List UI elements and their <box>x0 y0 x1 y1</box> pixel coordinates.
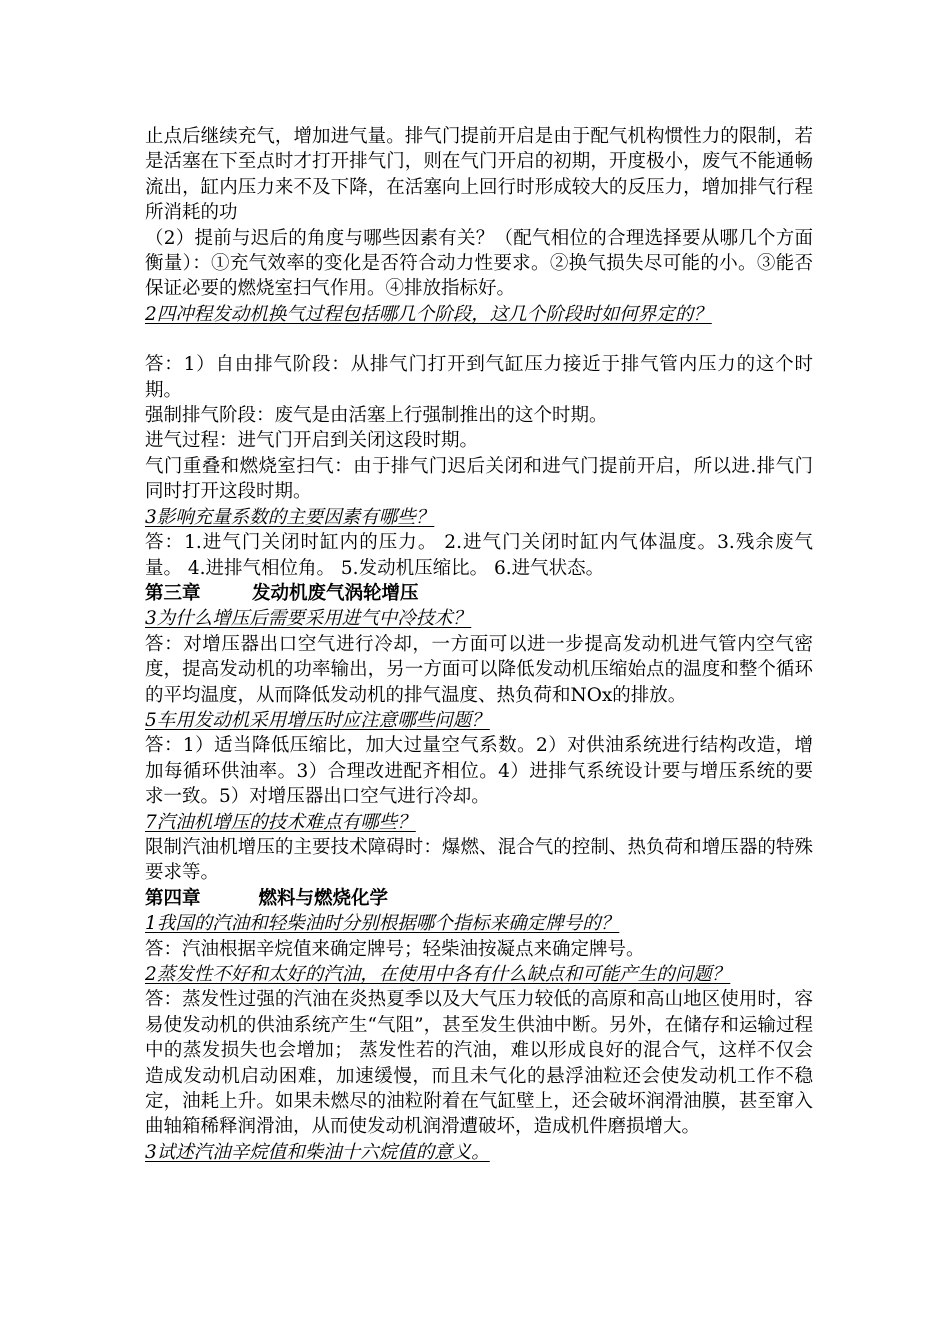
answer-forced-exhaust: 强制排气阶段：废气是由活塞上行强制推出的这个时期。 <box>145 405 608 427</box>
question-turbo-issues: 5车用发动机采用增压时应注意哪些问题？ <box>145 709 490 731</box>
paragraph-valve-angle-factors: （2）提前与迟后的角度与哪些因素有关？（配气相位的合理选择要从哪几个方面衡量）：①充气效率的变化是否符合动力性要求。②换气损失尽可能的小。③能否保证必要的燃烧室扫气作用。④排放指标好。 <box>145 227 813 300</box>
answer-intercooling: 答：对增压器出口空气进行冷却，一方面可以进一步提高发动机进气管内空气密度，提高发动机的功率输出，另一方面可以降低发动机压缩始点的温度和整个循环的平均温度，从而降低发动机的排气温度、热负荷和NOx的排放。 <box>145 633 813 706</box>
answer-volatility: 答：蒸发性过强的汽油在炎热夏季以及大气压力较低的高原和高山地区使用时，容易使发动机的供油系统产生“气阻”，甚至发生供油中断。另外，在储存和运输过程中的蒸发损失也会增加； 蒸发性若的汽油，难以形成良好的混合气，这样不仅会造成发动机启动困难，加速缓慢，而且未气化的悬浮油粒还会使发动机工作不稳定，油耗上升。如果未燃尽的油粒附着在气缸壁上，还会破坏润滑油膜，甚至窜入曲轴箱稀释润滑油，从而使发动机润滑遭破坏，造成机件磨损增大。 <box>145 989 813 1138</box>
question-intercooling: 3为什么增压后需要采用进气中冷技术？ <box>145 608 472 630</box>
blank-line <box>145 327 813 352</box>
answer-charge-coefficient: 答：1.进气门关闭时缸内的压力。 2.进气门关闭时缸内气体温度。3.残余废气量。 4.进排气相位角。 5.发动机压缩比。 6.进气状态。 <box>145 532 813 579</box>
answer-turbo-issues: 答：1）适当降低压缩比，加大过量空气系数。2）对供油系统进行结构改造，增加每循环供油率。3）合理改进配齐相位。4）进排气系统设计要与增压系统的要求一致。5）对增压器出口空气进行冷却。 <box>145 735 813 808</box>
question-gas-exchange-stages: 2四冲程发动机换气过程包括哪几个阶段，这几个阶段时如何界定的？ <box>145 303 712 325</box>
answer-free-exhaust: 答：1）自由排气阶段：从排气门打开到气缸压力接近于排气管内压力的这个时期。 <box>145 354 813 401</box>
document-page <box>145 124 813 1165</box>
question-charge-coefficient: 3影响充量系数的主要因素有哪些？ <box>145 506 435 528</box>
question-octane-cetane: 3试述汽油辛烷值和柴油十六烷值的意义。 <box>145 1141 490 1163</box>
answer-gasoline-turbo-difficulties: 限制汽油机增压的主要技术障碍时：爆燃、混合气的控制、热负荷和增压器的特殊要求等。 <box>145 836 813 884</box>
question-gasoline-turbo-difficulties: 7汽油机增压的技术难点有哪些？ <box>145 811 416 833</box>
answer-intake-process: 进气过程：进气门开启到关闭这段时期。 <box>145 430 479 452</box>
answer-fuel-grades: 答：汽油根据辛烷值来确定牌号；轻柴油按凝点来确定牌号。 <box>145 938 645 960</box>
question-fuel-grades: 1我国的汽油和轻柴油时分别根据哪个指标来确定牌号的？ <box>145 913 620 935</box>
paragraph-intake-timing: 止点后继续充气，增加进气量。排气门提前开启是由于配气机构惯性力的限制，若是活塞在下至点时才打开排气门，则在气门开启的初期，开度极小，废气不能通畅流出，缸内压力来不及下降，在活塞向上回行时形成较大的反压力，增加排气行程所消耗的功 <box>145 126 813 224</box>
question-volatility: 2蒸发性不好和太好的汽油，在使用中各有什么缺点和可能产生的问题？ <box>145 964 731 985</box>
chapter-4-heading: 第四章 燃料与燃烧化学 <box>145 887 388 909</box>
answer-valve-overlap: 气门重叠和燃烧室扫气：由于排气门迟后关闭和进气门提前开启，所以进.排气门同时打开这段时期。 <box>145 455 813 503</box>
chapter-3-heading: 第三章 发动机废气涡轮增压 <box>145 582 419 604</box>
